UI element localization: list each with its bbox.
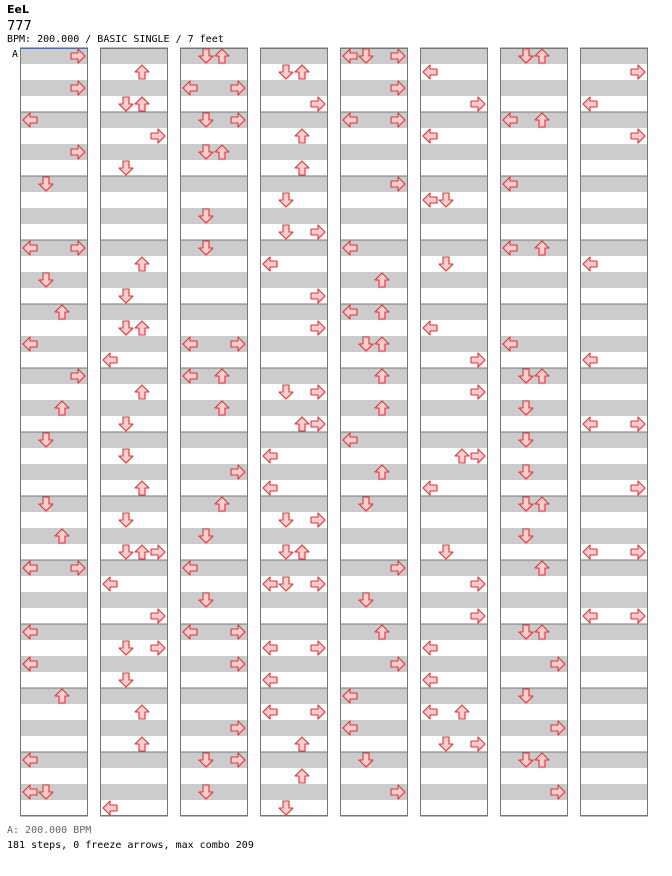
beat-band [180, 208, 248, 224]
beat-band [260, 688, 328, 704]
beat-band [580, 272, 648, 288]
beat-band [260, 464, 328, 480]
beat-band [260, 144, 328, 160]
beat-band [260, 272, 328, 288]
chart-column [580, 48, 648, 816]
beat-band [500, 752, 568, 768]
beat-band [340, 272, 408, 288]
beat-band [500, 464, 568, 480]
beat-band [180, 240, 248, 256]
beat-band [580, 656, 648, 672]
beat-band [580, 560, 648, 576]
beat-band [20, 496, 88, 512]
song-title: 777 [7, 19, 32, 34]
beat-band [100, 496, 168, 512]
bpm-summary: A: 200.000 BPM [7, 825, 92, 836]
beat-band [100, 208, 168, 224]
beat-band [580, 400, 648, 416]
beat-band [180, 784, 248, 800]
beat-band [580, 208, 648, 224]
beat-band [260, 624, 328, 640]
beat-band [180, 176, 248, 192]
beat-band [20, 272, 88, 288]
chart-info: BPM: 200.000 / BASIC SINGLE / 7 feet [7, 34, 224, 45]
beat-band [340, 400, 408, 416]
beat-band [420, 752, 488, 768]
beat-band [500, 528, 568, 544]
beat-band [420, 304, 488, 320]
beat-band [100, 784, 168, 800]
beat-band [260, 432, 328, 448]
beat-band [260, 656, 328, 672]
beat-band [260, 336, 328, 352]
beat-band [100, 272, 168, 288]
beat-band [20, 592, 88, 608]
beat-band [500, 688, 568, 704]
beat-band [580, 48, 648, 64]
beat-band [100, 624, 168, 640]
beat-band [420, 464, 488, 480]
beat-band [340, 592, 408, 608]
beat-band [420, 528, 488, 544]
beat-band [420, 48, 488, 64]
beat-band [260, 560, 328, 576]
beat-band [100, 304, 168, 320]
beat-band [500, 560, 568, 576]
beat-band [100, 48, 168, 64]
beat-band [260, 496, 328, 512]
bpm-marker-label: A [12, 49, 19, 60]
beat-band [580, 176, 648, 192]
beat-band [100, 144, 168, 160]
beat-band [260, 400, 328, 416]
beat-band [260, 304, 328, 320]
beat-band [580, 688, 648, 704]
beat-band [580, 528, 648, 544]
chart-column [180, 48, 248, 816]
beat-band [180, 272, 248, 288]
beat-band [180, 688, 248, 704]
beat-band [420, 624, 488, 640]
chart-column [20, 48, 88, 816]
beat-band [580, 304, 648, 320]
beat-band [340, 208, 408, 224]
beat-band [340, 368, 408, 384]
beat-band [500, 624, 568, 640]
beat-band [260, 176, 328, 192]
beat-band [580, 784, 648, 800]
beat-band [100, 80, 168, 96]
beat-band [260, 368, 328, 384]
beat-band [20, 464, 88, 480]
beat-band [260, 112, 328, 128]
beat-band [580, 240, 648, 256]
beat-band [260, 592, 328, 608]
beat-band [580, 464, 648, 480]
beat-band [100, 368, 168, 384]
beat-band [420, 496, 488, 512]
beat-band [100, 752, 168, 768]
beat-band [420, 272, 488, 288]
beat-band [340, 464, 408, 480]
beat-band [500, 80, 568, 96]
beat-band [100, 528, 168, 544]
beat-band [260, 240, 328, 256]
beat-band [20, 432, 88, 448]
beat-band [580, 368, 648, 384]
beat-band [580, 432, 648, 448]
beat-band [20, 720, 88, 736]
beat-band [100, 688, 168, 704]
beat-band [340, 144, 408, 160]
beat-band [420, 720, 488, 736]
beat-band [580, 720, 648, 736]
beat-band [100, 592, 168, 608]
beat-band [20, 400, 88, 416]
beat-band [260, 528, 328, 544]
beat-band [500, 272, 568, 288]
beat-band [340, 752, 408, 768]
beat-band [500, 144, 568, 160]
beat-band [420, 784, 488, 800]
beat-band [100, 656, 168, 672]
beat-band [260, 80, 328, 96]
beat-band [500, 208, 568, 224]
beat-band [340, 528, 408, 544]
beat-band [580, 752, 648, 768]
beat-band [580, 624, 648, 640]
beat-band [20, 208, 88, 224]
beat-band [100, 560, 168, 576]
beat-band [420, 208, 488, 224]
beat-band [420, 240, 488, 256]
beat-band [420, 80, 488, 96]
beat-band [340, 336, 408, 352]
beat-band [420, 592, 488, 608]
beat-band [420, 656, 488, 672]
beat-band [500, 368, 568, 384]
beat-band [180, 304, 248, 320]
beat-band [260, 784, 328, 800]
beat-band [260, 752, 328, 768]
beat-band [20, 304, 88, 320]
chart-column [260, 48, 328, 816]
beat-band [100, 176, 168, 192]
beat-band [180, 432, 248, 448]
chart-column [500, 48, 568, 816]
beat-band [580, 112, 648, 128]
beat-band [260, 720, 328, 736]
beat-band [500, 592, 568, 608]
beat-band [500, 400, 568, 416]
beat-band [420, 336, 488, 352]
beat-band [420, 560, 488, 576]
beat-band [100, 240, 168, 256]
beat-band [180, 400, 248, 416]
beat-band [180, 528, 248, 544]
beat-band [260, 208, 328, 224]
beat-band [580, 80, 648, 96]
beat-band [180, 496, 248, 512]
beat-band [580, 144, 648, 160]
beat-band [260, 48, 328, 64]
beat-band [420, 144, 488, 160]
beat-band [180, 144, 248, 160]
beat-band [100, 720, 168, 736]
beat-band [100, 464, 168, 480]
beat-band [20, 688, 88, 704]
beat-band [100, 400, 168, 416]
artist-name: EeL [7, 3, 29, 16]
beat-band [100, 336, 168, 352]
chart-column [100, 48, 168, 816]
beat-band [420, 432, 488, 448]
beat-band [420, 112, 488, 128]
beat-band [100, 112, 168, 128]
beat-band [580, 496, 648, 512]
chart-column [420, 48, 488, 816]
step-stats: 181 steps, 0 freeze arrows, max combo 209 [7, 840, 254, 851]
beat-band [580, 592, 648, 608]
beat-band [420, 688, 488, 704]
beat-band [500, 304, 568, 320]
beat-band [340, 624, 408, 640]
beat-band [500, 48, 568, 64]
beat-band [180, 48, 248, 64]
beat-band [580, 336, 648, 352]
beat-band [100, 432, 168, 448]
beat-band [180, 592, 248, 608]
beat-band [20, 176, 88, 192]
beat-band [420, 368, 488, 384]
beat-band [500, 496, 568, 512]
beat-band [420, 176, 488, 192]
beat-band [420, 400, 488, 416]
beat-band [500, 432, 568, 448]
beat-band [20, 528, 88, 544]
beat-band [340, 496, 408, 512]
